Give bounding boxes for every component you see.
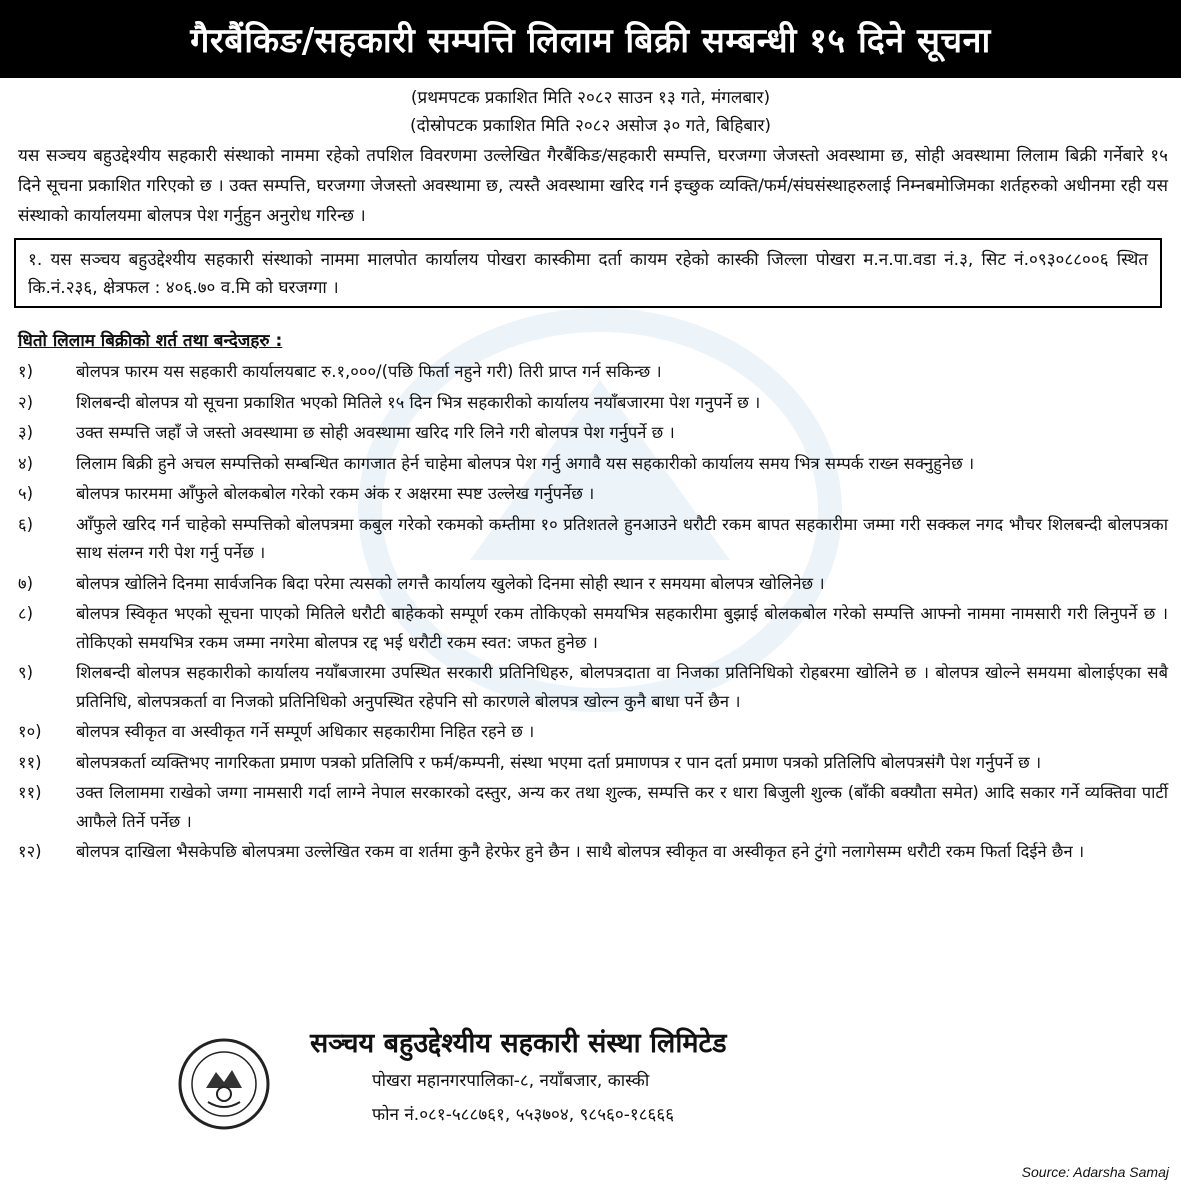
organization-block [310,1024,910,1132]
condition-text: उक्त सम्पत्ति जहाँ जे जस्तो अवस्थामा छ सोही अवस्थामा खरिद गरि लिने गरी बोलपत्र पेश गर्नुपर्ने छ । [76,423,675,442]
condition-text: लिलाम बिक्री हुने अचल सम्पत्तिको सम्बन्धित कागजात हेर्न चाहेमा बोलपत्र पेश गर्नु अगावै यस सहकारीको कार्यालय समय भित्र सम्पर्क राख्न सक्नुहुनेछ । [76,453,975,473]
organization-name: सञ्चय बहुउद्देश्यीय सहकारी संस्था लिमिटेड [310,1028,727,1059]
cooperative-seal-icon [176,1036,272,1132]
condition-item [18,659,1168,716]
condition-item [18,570,1168,599]
condition-item [18,358,1168,387]
condition-number: ११) [18,783,42,802]
conditions-list [18,358,1168,869]
condition-item [18,749,1168,778]
intro-paragraph: यस सञ्चय बहुउद्देश्यीय सहकारी संस्थाको नाममा रहेको तपशिल विवरणमा उल्लेखित गैरबैंकिङ/सहकारी सम्पत्ति, घरजग्गा जेजस्तो अवस्थामा छ, सोही अवस्थामा लिलाम बिक्री गर्नेबारे १५ दिने सूचना प्रकाशित गरिएको छ । उक्त सम्पत्ति, घरजग्गा जेजस्तो अवस्थामा छ, त्यस्तै अवस्थामा खरिद गर्न इच्छुक व्यक्ति/फर्म/संघसंस्थाहरुलाई निम्नबमोजिमका शर्तहरुको अधीनमा रही यस संस्थाको कार्यालयमा बोलपत्र पेश गर्नुहुन अनुरोध गरिन्छ । [18,146,1168,226]
condition-item [18,450,1168,479]
organization-address: पोखरा महानगरपालिका-८, नयाँबजार, कास्की [372,1071,650,1091]
condition-number: २) [18,392,34,412]
property-details-box: १. यस सञ्चय बहुउद्देश्यीय सहकारी संस्थाको नाममा मालपोत कार्यालय पोखरा कास्कीमा दर्ता कायम रहेको कास्की जिल्ला पोखरा म.न.पा.वडा नं.३, सिट नं.०९३०८८००६ स्थित कि.नं.२३६, क्षेत्रफल : ४०६.७० व.मि को घरजग्गा । [14,238,1162,308]
condition-text: बोलपत्रकर्ता व्यक्तिभए नागरिकता प्रमाण पत्रको प्रतिलिपि र फर्म/कम्पनी, संस्था भएमा दर्ता प्रमाणपत्र र पान दर्ता प्रमाण पत्रको प्रतिलिपि बोलपत्रसंगै पेश गर्नुपर्ने छ । [76,752,1042,772]
condition-text: शिलबन्दी बोलपत्र सहकारीको कार्यालय नयाँबजारमा उपस्थित सरकारी प्रतिनिधिहरु, बोलपत्रदाता वा निजका प्रतिनिधिको रोहबरमा खोलिने छ । बोलपत्र खोल्ने समयमा बोलाईएका सबै प्रतिनिधि, बोलपत्रकर्ता वा निजको प्रतिनिधिको अनुपस्थित रहेपनि सो कारणले बोलपत्र खोल्न कुनै बाधा पर्ने छैन । [76,663,1168,711]
condition-number: ९) [18,663,34,682]
condition-text: उक्त लिलाममा राखेको जग्गा नामसारी गर्दा लाग्ने नेपाल सरकारको दस्तुर, अन्य कर तथा शुल्क, सम्पत्ति कर र धारा बिजुली शुल्क (बाँकी बक्यौता समेत) आदि सकार गर्ने व्यक्तिवा पार्टी आफैले तिर्ने पर्नेछ । [76,783,1168,831]
condition-number: ७) [18,573,34,593]
source-credit: Source: Adarsha Samaj [1021,1164,1169,1180]
condition-number: ११) [18,752,42,772]
condition-number: १०) [18,722,42,741]
condition-text: बोलपत्र स्विकृत भएको सूचना पाएको मितिले धरौटी बाहेकको सम्पूर्ण रकम तोकिएको समयभित्र सहकारीमा बुझाई बोलकबोल गरेको सम्पत्ति आफ्नो नाममा नामसारी गरी लिनुपर्ने छ । तोकिएको समयभित्र रकम जम्मा नगरेमा बोलपत्र रद्द भई धरौटी रकम स्वत: जफत हुनेछ । [76,604,1168,652]
condition-number: ४) [18,453,34,473]
first-publication-date: (प्रथमपटक प्रकाशित मिति २०८२ साउन १३ गते, मंगलबार) [410,88,771,108]
condition-number: ६) [18,514,34,534]
condition-text: शिलबन्दी बोलपत्र यो सूचना प्रकाशित भएको मितिले १५ दिन भित्र सहकारीको कार्यालय नयाँबजारमा पेश गनुपर्ने छ । [76,392,761,412]
second-publication-date: (दोस्रोपटक प्रकाशित मिति २०८२ असोज ३० गते, बिहिबार) [409,116,772,136]
condition-number: ३) [18,423,34,442]
condition-item [18,480,1168,509]
condition-item [18,389,1168,418]
condition-text: बोलपत्र खोलिने दिनमा सार्वजनिक बिदा परेमा त्यसको लगत्तै कार्यालय खुलेको दिनमा सोही स्थान र समयमा बोलपत्र खोलिनेछ । [76,573,825,593]
condition-item [18,511,1168,568]
condition-item [18,600,1168,657]
condition-text: बोलपत्र फारम यस सहकारी कार्यालयबाट रु.१,०००/(पछि फिर्ता नहुने गरी) तिरी प्राप्त गर्न सकिन्छ । [76,362,662,381]
organization-phone: फोन नं.०८१-५८८७६१, ५५३७०४, ९८५६०-१८६६६ [372,1105,675,1125]
condition-item [18,718,1168,747]
condition-item [18,779,1168,836]
condition-item [18,419,1168,448]
condition-text: बोलपत्र दाखिला भैसकेपछि बोलपत्रमा उल्लेखित रकम वा शर्तमा कुनै हेरफेर हुने छैन । साथै बोलपत्र स्वीकृत वा अस्वीकृत हने टुंगो नलागेसम्म धरौटी रकम फिर्ता दिईने छैन । [76,842,1085,861]
condition-number: १) [18,362,34,381]
condition-text: बोलपत्र फारममा आँफुले बोलकबोल गरेको रकम अंक र अक्षरमा स्पष्ट उल्लेख गर्नुपर्नेछ । [76,484,595,503]
conditions-heading: धितो लिलाम बिक्रीको शर्त तथा बन्देजहरु : [18,331,283,351]
condition-text: बोलपत्र स्वीकृत वा अस्वीकृत गर्ने सम्पूर्ण अधिकार सहकारीमा निहित रहने छ । [76,722,535,741]
condition-number: ५) [18,484,34,503]
condition-item [18,838,1168,867]
condition-number: १२) [18,842,42,861]
condition-number: ८) [18,604,34,623]
publication-dates [0,84,1181,140]
condition-text: आँफुले खरिद गर्न चाहेको सम्पत्तिको बोलपत्रमा कबुल गरेको रकमको कम्तीमा १० प्रतिशतले हुनआउने धरौटी रकम बापत सहकारीमा जम्मा गरी सक्कल नगद भौचर शिलबन्दी बोलपत्रका साथ संलग्न गरी पेश गर्नु पर्नेछ । [76,514,1168,562]
notice-title: गैरबैंकिङ/सहकारी सम्पत्ति लिलाम बिक्री सम्बन्धी १५ दिने सूचना [0,0,1181,78]
